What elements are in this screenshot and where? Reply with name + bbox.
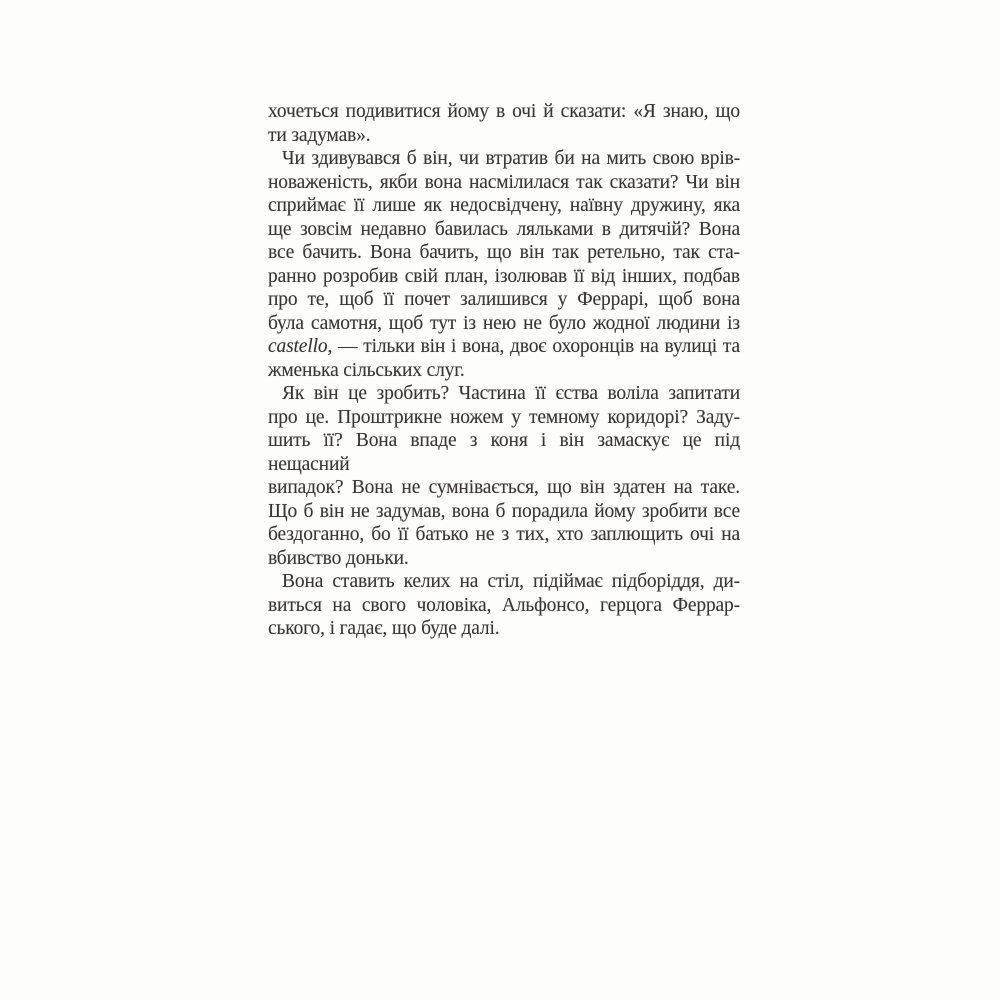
paragraph-glass-on-table [268, 570, 740, 641]
paragraph-continuation [268, 100, 740, 147]
text-line: була самотня, щоб тут із нею не було жодної людини із [268, 312, 740, 334]
text-line: про це. Проштрикне ножем у темному коридорі? Заду- [268, 406, 740, 428]
text-line-mixed [268, 335, 740, 359]
text-line: ти задумав». [268, 124, 371, 146]
text-line: бездоганно, бо її батько не з тих, хто заплющить очі на [268, 524, 740, 545]
text-line: про те, щоб її почет залишився у Феррарі, щоб вона [268, 289, 740, 310]
text-line: шить її? Вона впаде з коня і він замаскує це під нещасний [268, 430, 740, 475]
text-line: Вона ставить келих на стіл, підіймає підборіддя, ди- [282, 571, 740, 592]
text-segment: , — тільки він і вона, двоє охоронців на вулиці та [327, 336, 740, 357]
text-line: ранно розробив свій план, ізолював її від інших, подбав [268, 265, 740, 287]
text-line: жменька сільських слуг. [268, 359, 465, 381]
text-line: випадок? Вона не сумнівається, що він здатен на таке. [268, 477, 740, 498]
text-line: новаженість, якби вона насмілилася так сказати? Чи він [268, 171, 740, 193]
text-line: Як він це зробить? Частина її єства воліла запитати [282, 383, 740, 404]
text-line: Чи здивувався б він, чи втратив би на мить свою врів- [282, 148, 740, 169]
text-line: все бачить. Вона бачить, що він так ретельно, так ста- [268, 242, 740, 263]
page-text-block [268, 100, 740, 641]
text-line: ського, і гадає, що буде далі. [268, 618, 500, 639]
text-line: ще зовсім недавно бавилась ляльками в дитячій? Вона [268, 218, 740, 240]
text-line: сприймає її лише як недосвідчену, наївну дружину, яка [268, 195, 740, 216]
text-line: вбивство доньки. [268, 547, 409, 569]
paragraph-surprise [268, 147, 740, 382]
text-line: хочеться подивитися йому в очі й сказати: «Я знаю, що [268, 101, 740, 122]
text-line: виться на свого чоловіка, Альфонсо, герцога Феррар- [268, 594, 740, 616]
paragraph-how-will-he-do-it [268, 382, 740, 570]
text-line: Що б він не задумав, вона б порадила йому зробити все [268, 500, 740, 522]
italic-term: castello [268, 336, 328, 357]
